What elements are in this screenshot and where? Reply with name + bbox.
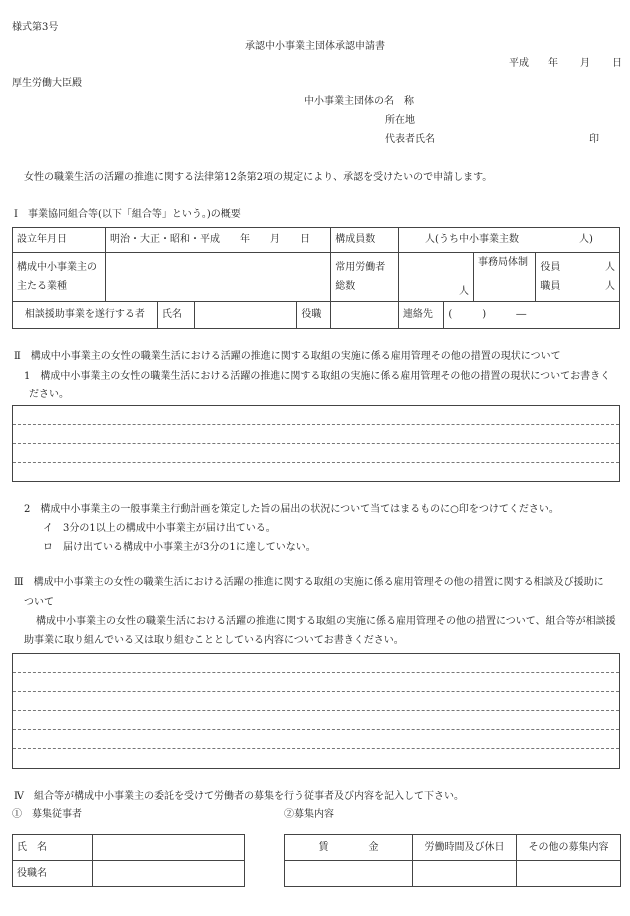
option-i[interactable]: イ 3分の1以上の構成中小事業主が届け出ている。	[43, 523, 276, 534]
members-label: 構成員数	[331, 228, 399, 253]
section2-heading: Ⅱ 構成中小事業主の女性の職業生活における活躍の推進に関する取組の実施に係る雇用管理その他の措置の現状について	[14, 351, 561, 362]
hours-label: 労働時間及び休日	[413, 835, 517, 861]
consultant-label: 相談援助事業を遂行する者	[13, 302, 158, 329]
address-label: 所在地	[385, 115, 415, 126]
recruiter-position-label: 役職名	[13, 861, 93, 887]
hours-field[interactable]	[413, 861, 517, 887]
form-number: 様式第3号	[12, 22, 59, 33]
industry-field[interactable]	[106, 253, 331, 302]
other-field[interactable]	[517, 861, 621, 887]
members-field[interactable]: 人(うち中小事業主数 人)	[398, 228, 619, 253]
document-title: 承認中小事業主団体承認申請書	[245, 41, 385, 52]
section4-heading: Ⅳ 組合等が構成中小事業主の委託を受けて労働者の募集を行う従事者及び内容を記入して下さい。	[14, 791, 464, 802]
section2-item2: 2 構成中小事業主の一般事業主行動計画を策定した旨の届出の状況について当てはまるものに○印をつけてください。	[24, 504, 559, 515]
section3-body-line2: 助事業に取り組んでいる又は取り組むこととしている内容についてお書きください。	[24, 635, 404, 646]
ruled-line	[13, 691, 619, 692]
workers-label-1: 常用労働者	[335, 262, 386, 273]
consultant-name-label: 氏名	[157, 302, 194, 329]
recruitment-content-table	[284, 834, 621, 887]
recruiter-name-label: 氏 名	[13, 835, 93, 861]
content-heading: ②募集内容	[284, 809, 334, 820]
wage-label: 賃 金	[285, 835, 413, 861]
established-label: 設立年月日	[13, 228, 106, 253]
staff-label: 職員	[540, 281, 561, 292]
section2-item1-line1: 1 構成中小事業主の女性の職業生活における活躍の推進に関する取組の実施に係る雇用管理その他の措置の現状についてお書きく	[24, 371, 611, 382]
ruled-line	[13, 729, 619, 730]
consultant-position-label: 役職	[297, 302, 331, 329]
consultation-content-textarea[interactable]	[12, 653, 620, 769]
intro-text: 女性の職業生活の活躍の推進に関する法律第12条第2項の規定により、承認を受けたいので申請します。	[24, 172, 493, 183]
current-measures-textarea[interactable]	[12, 405, 620, 482]
consultant-name-field[interactable]	[194, 302, 297, 329]
date-day[interactable]: 日	[612, 58, 622, 69]
workers-label-2: 総数	[335, 281, 356, 292]
date-era: 平成	[509, 58, 529, 69]
ruled-line	[13, 672, 619, 673]
industry-label-2: 主たる業種	[17, 281, 67, 292]
section3-body-line1: 構成中小事業主の女性の職業生活における活躍の推進に関する取組の実施に係る雇用管理その他の措置について、組合等が相談援	[36, 616, 616, 627]
ruled-line	[13, 748, 619, 749]
other-label: その他の募集内容	[517, 835, 621, 861]
workers-label	[331, 253, 399, 302]
org-name-label: 中小事業主団体の名 称	[304, 96, 414, 107]
staff-unit: 人	[605, 281, 615, 292]
officers-label: 役員	[540, 262, 561, 273]
office-staff-field[interactable]	[536, 253, 620, 302]
contact-label: 連絡先	[398, 302, 443, 329]
section3-heading-line1: Ⅲ 構成中小事業主の女性の職業生活における活躍の推進に関する取組の実施に係る雇用管理その他の措置に関する相談及び援助に	[14, 577, 604, 588]
industry-label	[13, 253, 106, 302]
section2-item1-line2: ださい。	[29, 389, 69, 400]
section3-heading-line2: ついて	[24, 597, 54, 608]
addressee: 厚生労働大臣殿	[12, 78, 82, 89]
option-ro[interactable]: ロ 届け出ている構成中小事業主が3分の1に達していない。	[43, 542, 316, 553]
workers-unit: 人	[459, 286, 469, 297]
ruled-line	[13, 462, 619, 463]
ruled-line	[13, 443, 619, 444]
recruiter-table	[12, 834, 245, 887]
workers-field[interactable]	[398, 253, 473, 302]
date-month[interactable]: 月	[580, 58, 590, 69]
wage-field[interactable]	[285, 861, 413, 887]
ruled-line	[13, 710, 619, 711]
date-year[interactable]: 年	[548, 58, 558, 69]
recruiter-heading: ① 募集従事者	[12, 809, 82, 820]
section1-heading: Ⅰ 事業協同組合等(以下「組合等」という。)の概要	[14, 209, 241, 220]
industry-label-1: 構成中小事業主の	[17, 262, 97, 273]
representative-label: 代表者氏名	[385, 134, 435, 145]
office-label: 事務局体制	[474, 253, 536, 302]
seal-mark: 印	[589, 134, 599, 145]
ruled-line	[13, 424, 619, 425]
recruiter-name-field[interactable]	[93, 835, 245, 861]
contact-field[interactable]: ( ) ―	[444, 302, 620, 329]
officers-unit: 人	[605, 262, 615, 273]
recruiter-position-field[interactable]	[93, 861, 245, 887]
consultant-position-field[interactable]	[331, 302, 399, 329]
overview-table	[12, 227, 620, 329]
established-field[interactable]: 明治・大正・昭和・平成 年 月 日	[106, 228, 331, 253]
